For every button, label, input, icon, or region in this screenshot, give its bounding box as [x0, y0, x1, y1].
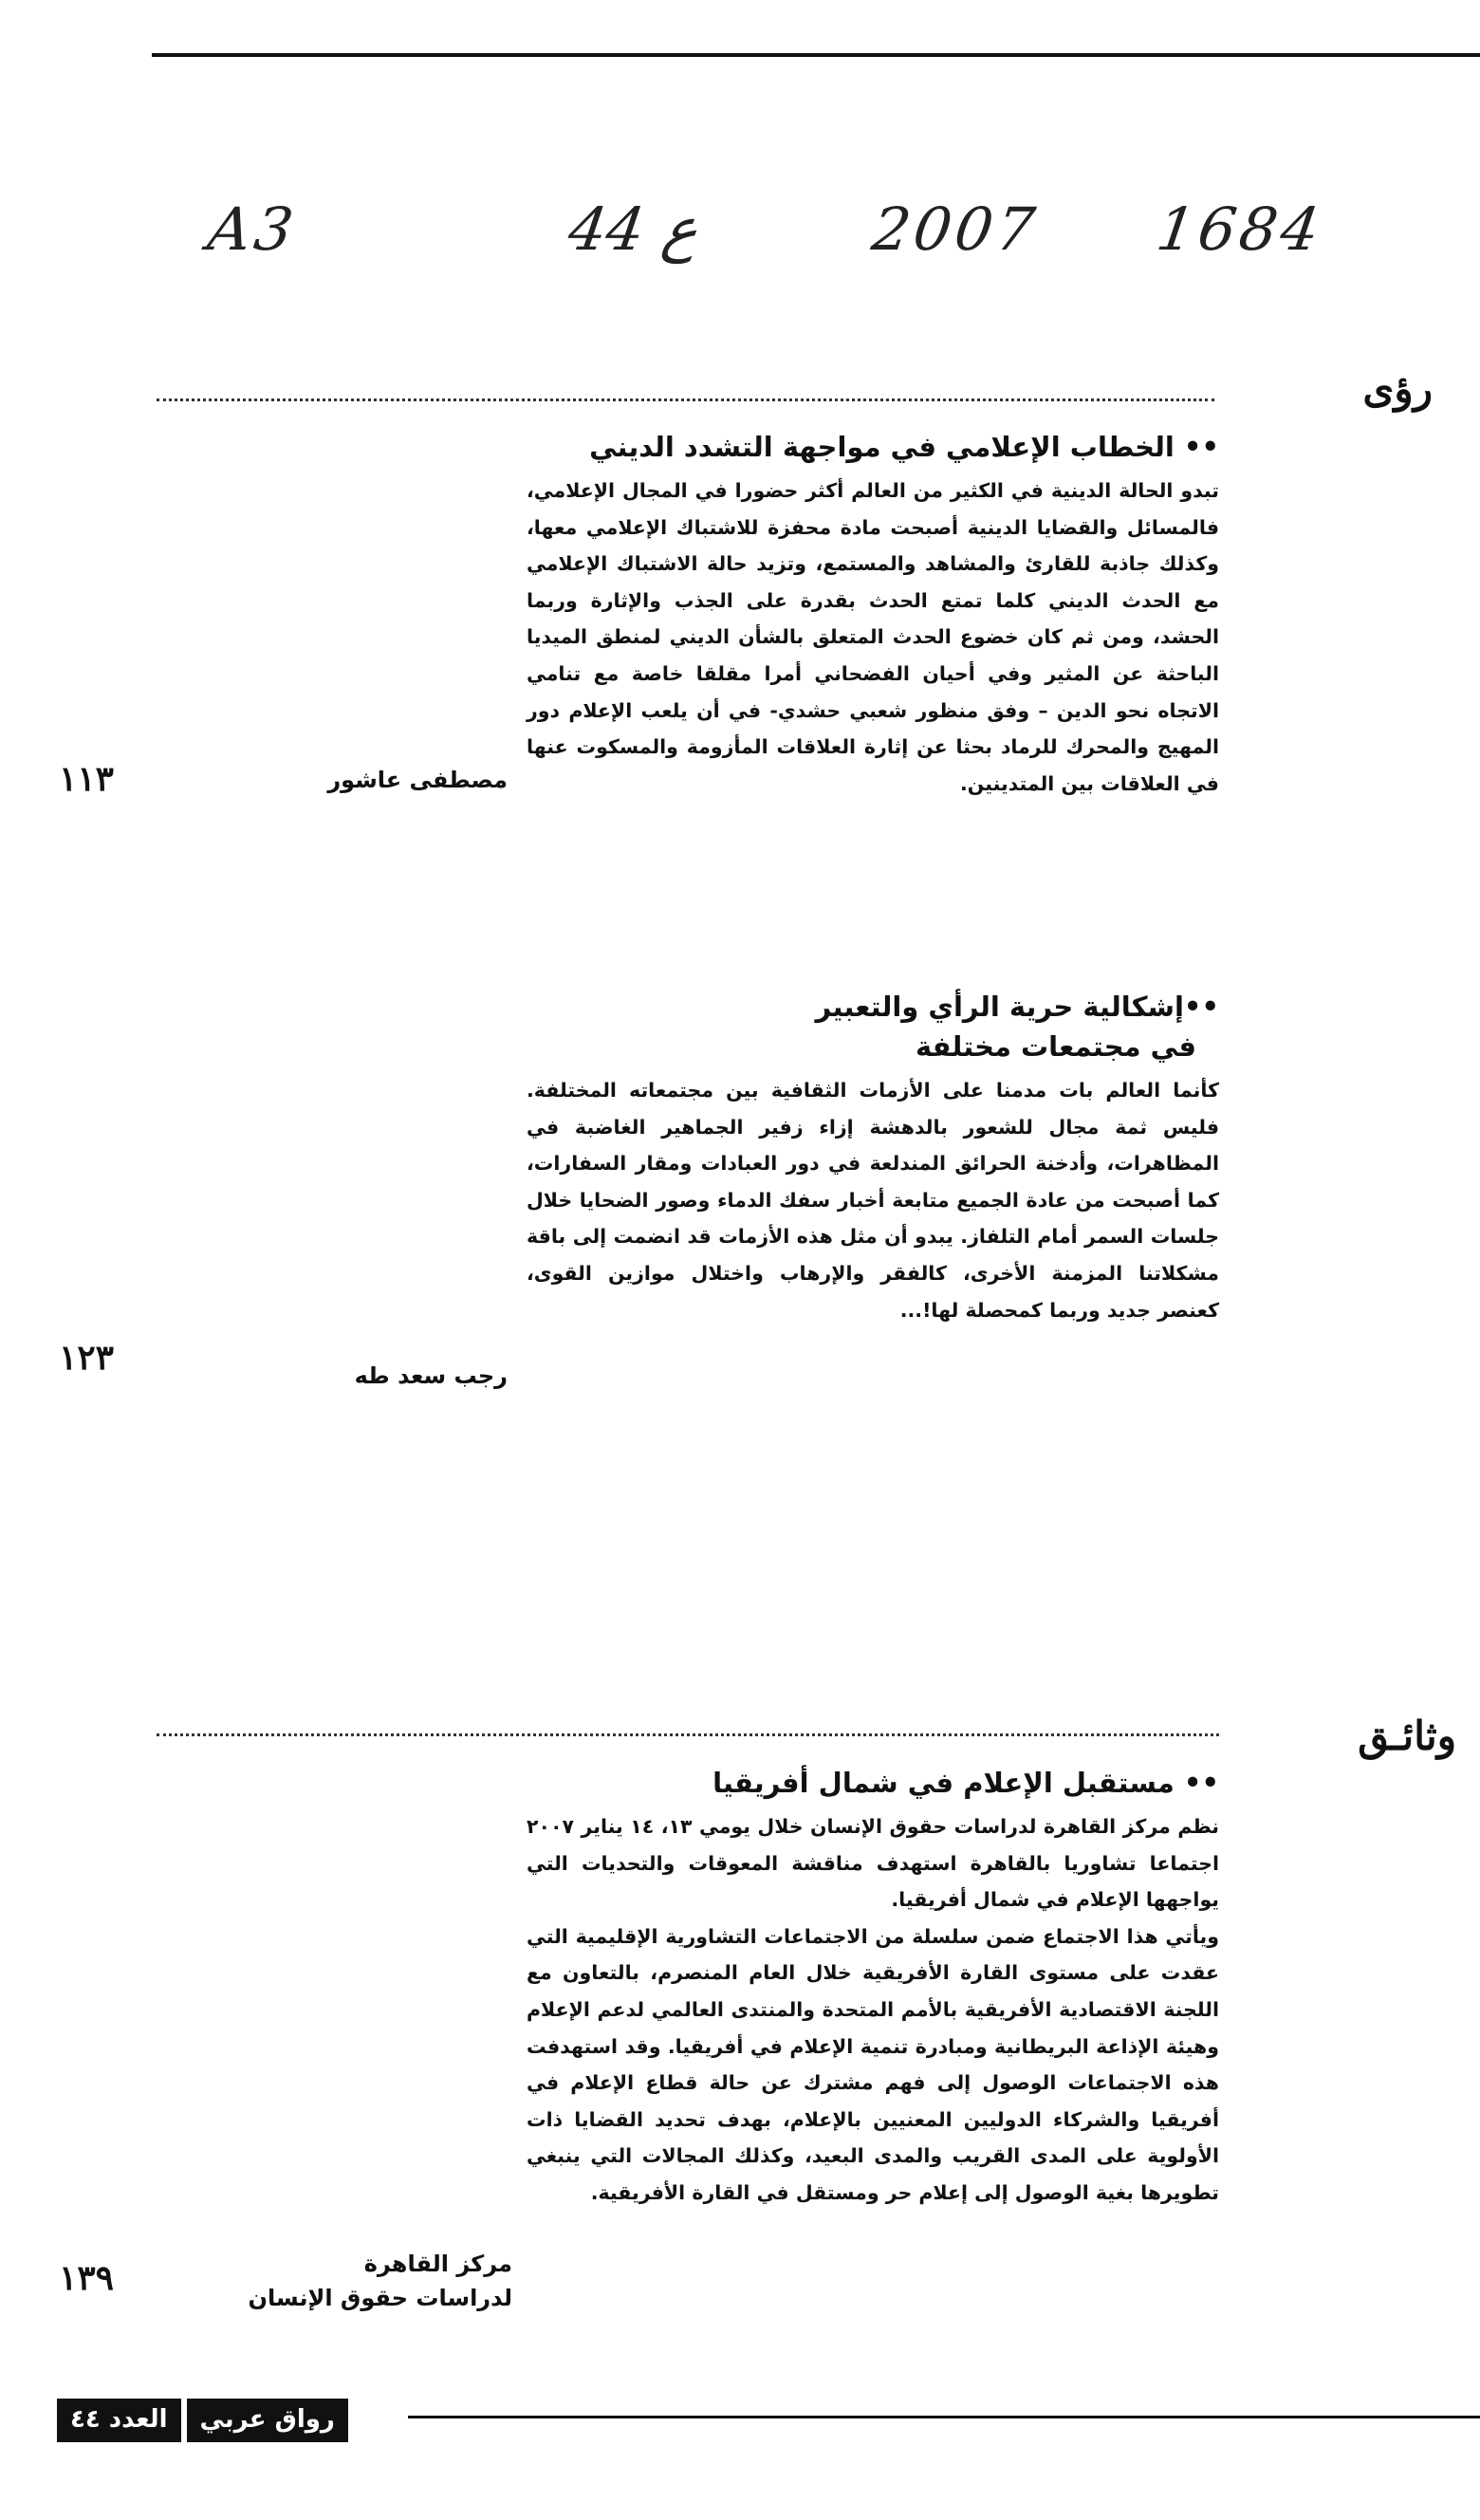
- footer-issue-number: العدد ٤٤: [57, 2399, 181, 2442]
- article-title: •• الخطاب الإعلامي في مواجهة التشدد الديني: [589, 431, 1219, 463]
- article-media-discourse: [527, 427, 1219, 802]
- top-rule: [152, 53, 1480, 57]
- footer-masthead: [57, 2399, 348, 2442]
- article-author: مصطفى عاشور: [327, 767, 508, 793]
- footer-rule: [408, 2416, 1480, 2418]
- article-media-north-africa: [527, 1763, 1219, 2212]
- handwritten-note-year: 2007: [867, 195, 1043, 264]
- page-number: ١٣٩: [59, 2258, 115, 2298]
- section-label-visions: رؤى: [1362, 365, 1433, 412]
- article-body: كأنما العالم بات مدمنا على الأزمات الثقافية بين مجتمعاته المختلفة. فليس ثمة مجال للشعور بالدهشة إزاء زفير الجماهير الغاضبة في المظاهرات، وأدخنة الحرائق المندلعة في دور العبادات ومقار السفارات، كما أصبحت من عادة الجميع متابعة أخبار سفك الدماء وصور الضحايا خلال جلسات السمر أمام التلفاز. يبدو أن مثل هذه الأزمات قد انضمت إلى باقة مشكلاتنا المزمنة الأخرى، كالفقر والإرهاب واختلال موازين القوى، كعنصر جديد وربما كمحصلة لها!...: [527, 1079, 1219, 1322]
- author-line-2: لدراسات حقوق الإنسان: [248, 2285, 512, 2311]
- article-author: رجب سعد طه: [354, 1362, 508, 1389]
- article-body: تبدو الحالة الدينية في الكثير من العالم أكثر حضورا في المجال الإعلامي، فالمسائل والقضايا الدينية أصبحت مادة محفزة للاشتباك الإعلامي معها، وكذلك جاذبة للقارئ والمشاهد والمستمع، وتزيد حالة الاشتباك الإعلامي مع الحدث الديني كلما تمتع الحدث بقدرة على الجذب والإثارة وربما الحشد، ومن ثم كان خضوع الحدث المتعلق بالشأن الديني لمنطق الميديا الباحثة عن المثير وفي أحيان الفضحاني أمرا مقلقا خاصة مع تنامي الاتجاه نحو الدين – وفق منظور شعبي حشدي- في أن يلعب الإعلام دور المهيج والمحرك للرماد بحثا عن إثارة العلاقات المأزومة والمسكوت عنها في العلاقات بين المتدينين.: [527, 479, 1219, 795]
- section-label-documents: وثائـق: [1358, 1713, 1456, 1759]
- page-number: ١٢٣: [59, 1338, 115, 1378]
- handwritten-note-issue: ع 44: [564, 195, 703, 264]
- author-line-1: مركز القاهرة: [363, 2251, 512, 2277]
- handwritten-note-a3: A3: [203, 195, 302, 264]
- article-freedom-of-expression: [527, 987, 1219, 1328]
- section-divider: [157, 1733, 1219, 1736]
- article-paragraph-1: نظم مركز القاهرة لدراسات حقوق الإنسان خلال يومي ١٣، ١٤ يناير ٢٠٠٧ اجتماعا تشاوريا بالقاهرة استهدف مناقشة المعوقات والتحديات التي يواجهها الإعلام في شمال أفريقيا.: [527, 1815, 1219, 1912]
- handwritten-notes: [171, 195, 1461, 299]
- article-title: •• مستقبل الإعلام في شمال أفريقيا: [712, 1767, 1219, 1799]
- page-number: ١١٣: [59, 759, 115, 799]
- section-divider: [157, 398, 1214, 401]
- article-title-line-2: في مجتمعات مختلفة: [915, 1030, 1196, 1063]
- article-author: [237, 2247, 512, 2315]
- handwritten-note-number: 1684: [1152, 195, 1327, 264]
- article-title-line-1: ••إشكالية حرية الرأي والتعبير: [815, 991, 1219, 1023]
- footer-magazine-name: رواق عربي: [187, 2399, 348, 2442]
- article-paragraph-2: ويأتي هذا الاجتماع ضمن سلسلة من الاجتماعات التشاورية الإقليمية التي عقدت على مستوى القارة الأفريقية خلال العام المنصرم، بالتعاون مع اللجنة الاقتصادية الأفريقية بالأمم المتحدة والمنتدى العالمي لدعم الإعلام وهيئة الإذاعة البريطانية ومبادرة تنمية الإعلام في أفريقيا. وقد استهدفت هذه الاجتماعات الوصول إلى فهم مشترك عن حالة قطاع الإعلام في أفريقيا والشركاء الدوليين المعنيين بالإعلام، بهدف تحديد القضايا ذات الأولوية على المدى القريب والمدى البعيد، وكذلك المجالات التي ينبغي تطويرها بغية الوصول إلى إعلام حر ومستقل في القارة الأفريقية.: [527, 1924, 1219, 2204]
